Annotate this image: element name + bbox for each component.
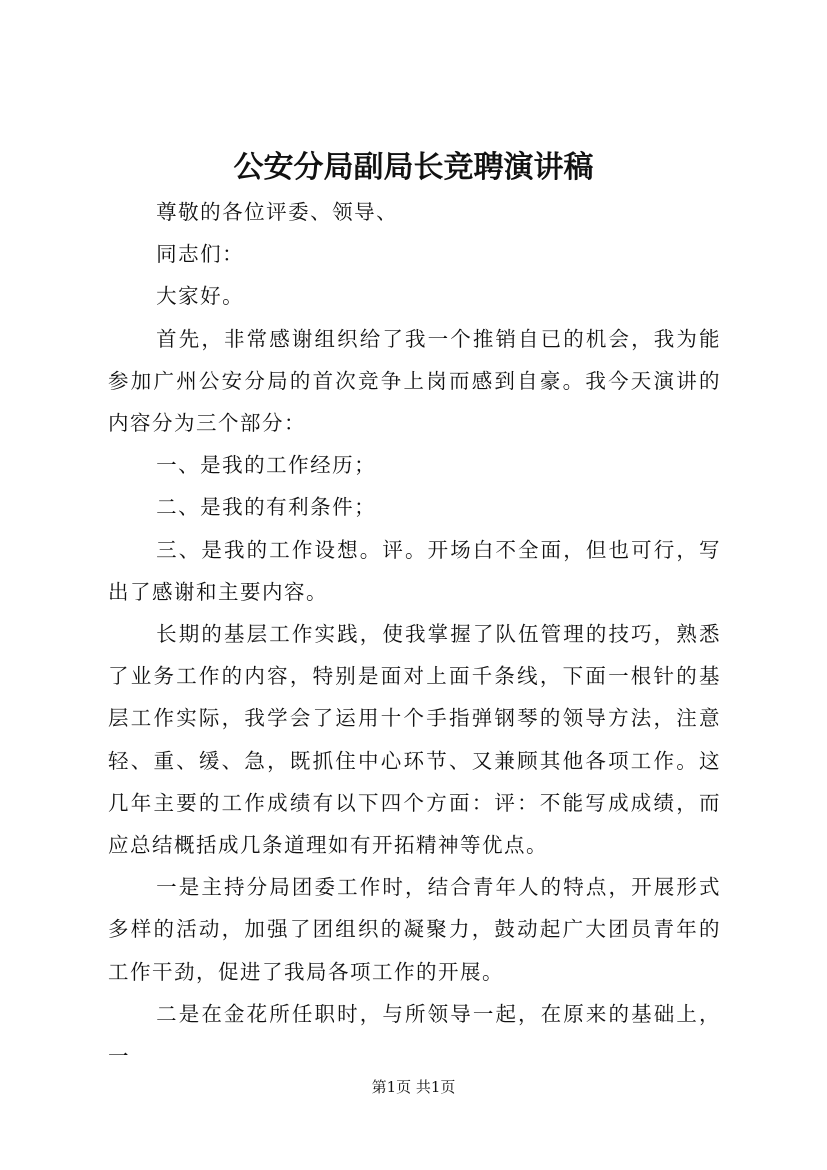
paragraph-intro: 首先，非常感谢组织给了我一个推销自已的机会，我为能参加广州公安分局的首次竞争上岗而感到自豪。我今天演讲的内容分为三个部分： (108, 326, 721, 436)
paragraph-achievement-one: 一是主持分局团委工作时，结合青年人的特点，开展形式多样的活动，加强了团组织的凝聚力，鼓动起广大团员青年的工作干劲，促进了我局各项工作的开展。 (108, 875, 721, 984)
paragraph-comrades: 同志们： (156, 242, 245, 267)
paragraph-greeting: 大家好。 (156, 284, 245, 309)
paragraph-part-one: 一、是我的工作经历； (156, 453, 377, 478)
paragraph-experience: 长期的基层工作实践，使我掌握了队伍管理的技巧，熟悉了业务工作的内容，特别是面对上面千条线，下面一根针的基层工作实际，我学会了运用十个手指弹钢琴的领导方法，注意轻、重、缓、急，既抓住中心环节、又兼顾其他各项工作。这几年主要的工作成绩有以下四个方面：评：不能写成成绩，而应总结概括成几条道理如有开拓精神等优点。 (108, 622, 721, 858)
paragraph-achievement-two: 二是在金花所任职时，与所领导一起，在原来的基础上，一 (108, 1001, 721, 1069)
paragraph-part-two: 二、是我的有利条件； (156, 495, 377, 520)
paragraph-salutation: 尊敬的各位评委、领导、 (156, 200, 399, 224)
page-footer: 第1页 共1页 (371, 1078, 456, 1096)
paragraph-part-three: 三、是我的工作设想。评。开场白不全面，但也可行，写出了感谢和主要内容。 (108, 537, 721, 604)
document-body (108, 191, 721, 1077)
document-title: 公安分局副局长竞聘演讲稿 (233, 150, 594, 185)
